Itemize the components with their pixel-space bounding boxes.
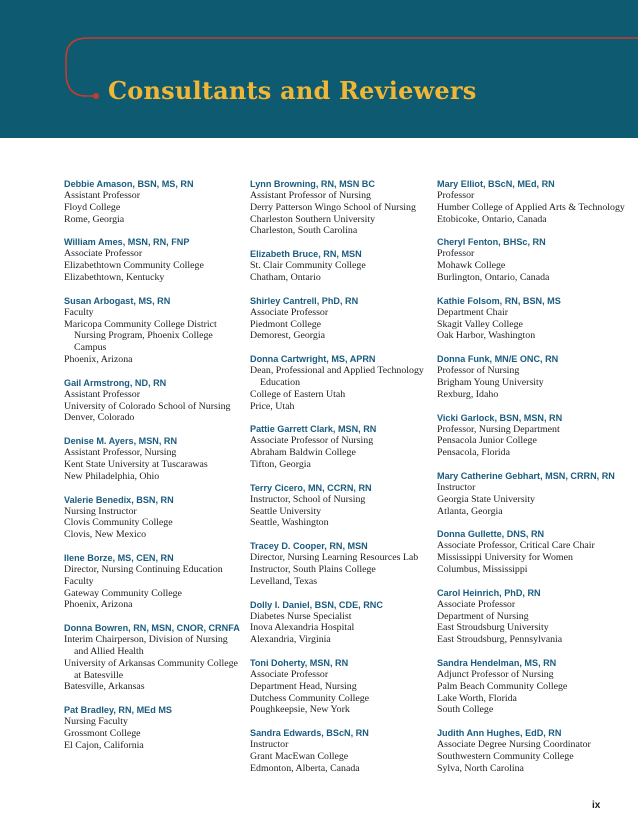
reviewer-entry <box>64 236 244 283</box>
decorative-line-icon <box>0 0 638 138</box>
reviewer-detail-line: Dean, Professional and Applied Technology Education <box>250 365 424 388</box>
page-number: ix <box>592 800 601 811</box>
reviewer-name: Donna Bowren, RN, MSN, CNOR, CRNFA <box>64 623 240 634</box>
reviewer-name: Susan Arbogast, MS, RN <box>64 295 171 306</box>
reviewer-entry <box>64 622 244 693</box>
reviewer-name: Shirley Cantrell, PhD, RN <box>250 295 359 306</box>
reviewer-name: Debbie Amason, BSN, MS, RN <box>64 179 194 189</box>
reviewer-detail-line: Alexandria, Virginia <box>250 634 331 646</box>
reviewer-detail-line: Department Chair <box>437 306 509 318</box>
reviewer-name: Elizabeth Bruce, RN, MSN <box>250 249 362 260</box>
reviewer-entry <box>437 528 627 575</box>
reviewer-detail-line: Lake Worth, Florida <box>437 692 517 704</box>
reviewer-detail-line: Gateway Community College <box>64 587 182 599</box>
reviewer-detail-line: Atlanta, Georgia <box>437 505 503 517</box>
reviewer-entry <box>437 657 627 716</box>
reviewer-name: Donna Gullette, DNS, RN <box>437 529 545 540</box>
reviewer-detail-line: Diabetes Nurse Specialist <box>250 610 352 622</box>
reviewer-entry <box>437 470 627 517</box>
reviewer-name: Lynn Browning, RN, MSN BC <box>250 179 375 189</box>
reviewer-detail-line: Burlington, Ontario, Canada <box>437 271 550 283</box>
reviewer-entry <box>437 587 627 646</box>
reviewer-detail-line: Seattle, Washington <box>250 517 329 529</box>
reviewer-detail-line: Associate Professor <box>437 598 516 610</box>
reviewer-detail-line: Derry Patterson Wingo School of Nursing <box>250 201 416 213</box>
reviewer-detail-line: Levelland, Texas <box>250 575 318 587</box>
reviewer-detail-line: Grant MacEwan College <box>250 750 349 762</box>
reviewer-detail-line: Instructor <box>250 739 289 751</box>
reviewer-detail-line: University of Colorado School of Nursing <box>64 400 231 412</box>
reviewer-detail-line: New Philadelphia, Ohio <box>64 470 160 482</box>
reviewer-detail-line: Chatham, Ontario <box>250 271 321 283</box>
reviewer-detail-line: Assistant Professor, Nursing <box>64 447 177 459</box>
reviewer-name: Donna Funk, MN/E ONC, RN <box>437 354 559 365</box>
reviewer-detail-line: Assistant Professor <box>64 388 140 400</box>
reviewer-entry <box>437 178 627 225</box>
reviewer-entry <box>250 353 436 412</box>
reviewer-name: Pat Bradley, RN, MEd MS <box>64 705 172 716</box>
reviewer-name: Cheryl Fenton, BHSc, RN <box>437 237 546 248</box>
reviewer-entry <box>250 727 436 774</box>
reviewer-detail-line: Professor <box>437 248 475 260</box>
reviewer-detail-line: Pensacola Junior College <box>437 435 537 447</box>
reviewer-detail-line: Floyd College <box>64 201 121 213</box>
reviewer-detail-line: Mohawk College <box>437 260 506 272</box>
reviewer-detail-line: Dutchess Community College <box>250 692 370 704</box>
reviewer-detail-line: Elizabethtown, Kentucky <box>64 271 165 283</box>
reviewer-detail-line: Nursing Faculty <box>64 716 128 728</box>
reviewer-entry <box>64 494 244 541</box>
reviewer-entry <box>64 552 244 611</box>
reviewer-entry <box>437 353 627 400</box>
reviewer-detail-line: Tifton, Georgia <box>250 458 311 470</box>
column-3 <box>437 178 627 786</box>
reviewer-detail-line: Phoenix, Arizona <box>64 353 133 365</box>
reviewer-detail-line: East Stroudsburg University <box>437 622 549 634</box>
reviewer-detail-line: Southwestern Community College <box>437 750 574 762</box>
reviewer-detail-line: Adjunct Professor of Nursing <box>437 668 554 680</box>
reviewer-detail-line: Charleston, South Carolina <box>250 225 358 237</box>
reviewer-detail-line: Denver, Colorado <box>64 412 135 424</box>
reviewer-name: William Ames, MSN, RN, FNP <box>64 237 190 248</box>
reviewer-name: Vicki Garlock, BSN, MSN, RN <box>437 412 563 423</box>
reviewer-entry <box>250 423 436 470</box>
reviewer-entry <box>64 377 244 424</box>
reviewer-detail-line: Professor, Nursing Department <box>437 423 560 435</box>
reviewer-detail-line: Director, Nursing Learning Resources Lab <box>250 552 419 564</box>
reviewer-name: Judith Ann Hughes, EdD, RN <box>437 728 562 739</box>
reviewer-entry <box>437 295 627 342</box>
reviewer-name: Tracey D. Cooper, RN, MSN <box>250 541 368 552</box>
reviewer-name: Terry Cicero, MN, CCRN, RN <box>250 482 372 493</box>
reviewer-detail-line: Department of Nursing <box>437 610 529 622</box>
reviewer-detail-line: Maricopa Community College District Nursing Program, Phoenix College Campus <box>64 318 217 354</box>
reviewer-entry <box>250 540 436 587</box>
reviewer-detail-line: Professor of Nursing <box>437 365 520 377</box>
reviewer-detail-line: Clovis Community College <box>64 517 173 529</box>
reviewer-detail-line: Assistant Professor of Nursing <box>250 190 371 201</box>
reviewer-name: Valerie Benedix, BSN, RN <box>64 494 174 505</box>
reviewer-detail-line: Associate Professor of Nursing <box>250 435 374 447</box>
reviewer-detail-line: East Stroudsburg, Pennsylvania <box>437 634 563 646</box>
reviewer-detail-line: Palm Beach Community College <box>437 680 568 692</box>
reviewer-entry <box>250 248 436 284</box>
reviewer-detail-line: Georgia State University <box>437 493 535 505</box>
reviewer-detail-line: Associate Professor <box>250 668 329 680</box>
reviewer-entry <box>250 599 436 646</box>
reviewer-detail-line: Elizabethtown Community College <box>64 260 204 272</box>
reviewer-name: Sandra Hendelman, MS, RN <box>437 657 557 668</box>
reviewer-detail-line: Inova Alexandria Hospital <box>250 622 355 634</box>
reviewer-entry <box>64 704 244 751</box>
reviewer-entry <box>250 178 436 237</box>
reviewer-name: Mary Catherine Gebhart, MSN, CRRN, RN <box>437 470 615 481</box>
reviewer-detail-line: Humber College of Applied Arts & Technology <box>437 201 625 213</box>
reviewer-detail-line: Faculty <box>64 575 94 587</box>
reviewer-entry <box>64 178 244 225</box>
reviewer-detail-line: Faculty <box>64 306 94 318</box>
reviewer-entry <box>64 435 244 482</box>
reviewer-detail-line: Instructor <box>437 481 476 493</box>
reviewer-detail-line: Grossmont College <box>64 727 141 739</box>
reviewer-detail-line: Piedmont College <box>250 318 322 330</box>
reviewer-detail-line: Associate Professor <box>250 306 329 318</box>
reviewer-detail-line: Instructor, South Plains College <box>250 563 376 575</box>
reviewer-detail-line: South College <box>437 704 494 716</box>
reviewer-name: Kathie Folsom, RN, BSN, MS <box>437 295 561 306</box>
reviewer-detail-line: Sylva, North Carolina <box>437 762 524 774</box>
reviewer-detail-line: Phoenix, Arizona <box>64 599 133 611</box>
reviewer-detail-line: Assistant Professor <box>64 190 140 201</box>
reviewer-detail-line: Mississippi University for Women <box>437 552 573 564</box>
reviewer-entry <box>250 482 436 529</box>
reviewer-name: Gail Armstrong, ND, RN <box>64 377 167 388</box>
reviewer-detail-line: Oak Harbor, Washington <box>437 330 536 342</box>
reviewer-detail-line: Kent State University at Tuscarawas <box>64 458 208 470</box>
reviewer-detail-line: Edmonton, Alberta, Canada <box>250 762 360 774</box>
reviewer-detail-line: Brigham Young University <box>437 376 544 388</box>
reviewer-entry <box>64 295 244 366</box>
reviewer-detail-line: Seattle University <box>250 505 322 517</box>
reviewer-detail-line: Charleston Southern University <box>250 213 376 225</box>
page-title: Consultants and Reviewers <box>108 76 477 105</box>
reviewer-detail-line: Associate Professor <box>64 248 143 260</box>
reviewer-detail-line: Director, Nursing Continuing Education <box>64 563 223 575</box>
column-2 <box>250 178 436 786</box>
reviewer-detail-line: Columbus, Mississippi <box>437 563 528 575</box>
reviewer-detail-line: Skagit Valley College <box>437 318 523 330</box>
reviewer-detail-line: St. Clair Community College <box>250 260 366 272</box>
reviewer-name: Ilene Borze, MS, CEN, RN <box>64 552 174 563</box>
reviewer-name: Toni Doherty, MSN, RN <box>250 657 349 668</box>
reviewer-name: Sandra Edwards, BScN, RN <box>250 728 369 739</box>
reviewer-name: Donna Cartwright, MS, APRN <box>250 354 376 365</box>
column-1 <box>64 178 244 763</box>
reviewer-name: Mary Elliot, BScN, MEd, RN <box>437 179 555 189</box>
header-banner <box>0 0 638 138</box>
reviewer-detail-line: Associate Degree Nursing Coordinator <box>437 739 591 751</box>
reviewer-entry <box>250 295 436 342</box>
reviewer-detail-line: Rexburg, Idaho <box>437 388 499 400</box>
reviewer-detail-line: Poughkeepsie, New York <box>250 704 350 716</box>
reviewer-detail-line: El Cajon, California <box>64 739 144 751</box>
reviewer-detail-line: Etobicoke, Ontario, Canada <box>437 213 547 225</box>
reviewer-entry <box>437 727 627 774</box>
reviewer-detail-line: University of Arkansas Community College at Batesville <box>64 657 238 681</box>
reviewer-entry <box>250 657 436 716</box>
reviewer-detail-line: Interim Chairperson, Division of Nursing and Allied Health <box>64 634 228 657</box>
reviewer-name: Dolly I. Daniel, BSN, CDE, RNC <box>250 599 383 610</box>
reviewer-detail-line: Department Head, Nursing <box>250 680 357 692</box>
reviewer-detail-line: Instructor, School of Nursing <box>250 493 366 505</box>
reviewer-name: Carol Heinrich, PhD, RN <box>437 587 541 598</box>
reviewer-detail-line: Associate Professor, Critical Care Chair <box>437 540 595 552</box>
reviewer-detail-line: Professor <box>437 190 475 201</box>
reviewer-detail-line: Clovis, New Mexico <box>64 529 147 541</box>
reviewer-detail-line: College of Eastern Utah <box>250 388 346 400</box>
reviewer-detail-line: Batesville, Arkansas <box>64 681 145 693</box>
reviewer-detail-line: Rome, Georgia <box>64 213 125 225</box>
reviewer-detail-line: Price, Utah <box>250 400 295 412</box>
reviewer-name: Denise M. Ayers, MSN, RN <box>64 436 178 447</box>
reviewer-entry <box>437 236 627 283</box>
reviewer-entry <box>437 412 627 459</box>
reviewer-name: Pattie Garrett Clark, MSN, RN <box>250 424 377 435</box>
reviewer-columns <box>0 178 638 798</box>
reviewer-detail-line: Demorest, Georgia <box>250 330 325 342</box>
reviewer-detail-line: Nursing Instructor <box>64 505 137 517</box>
reviewer-detail-line: Pensacola, Florida <box>437 447 510 459</box>
reviewer-detail-line: Abraham Baldwin College <box>250 447 356 459</box>
